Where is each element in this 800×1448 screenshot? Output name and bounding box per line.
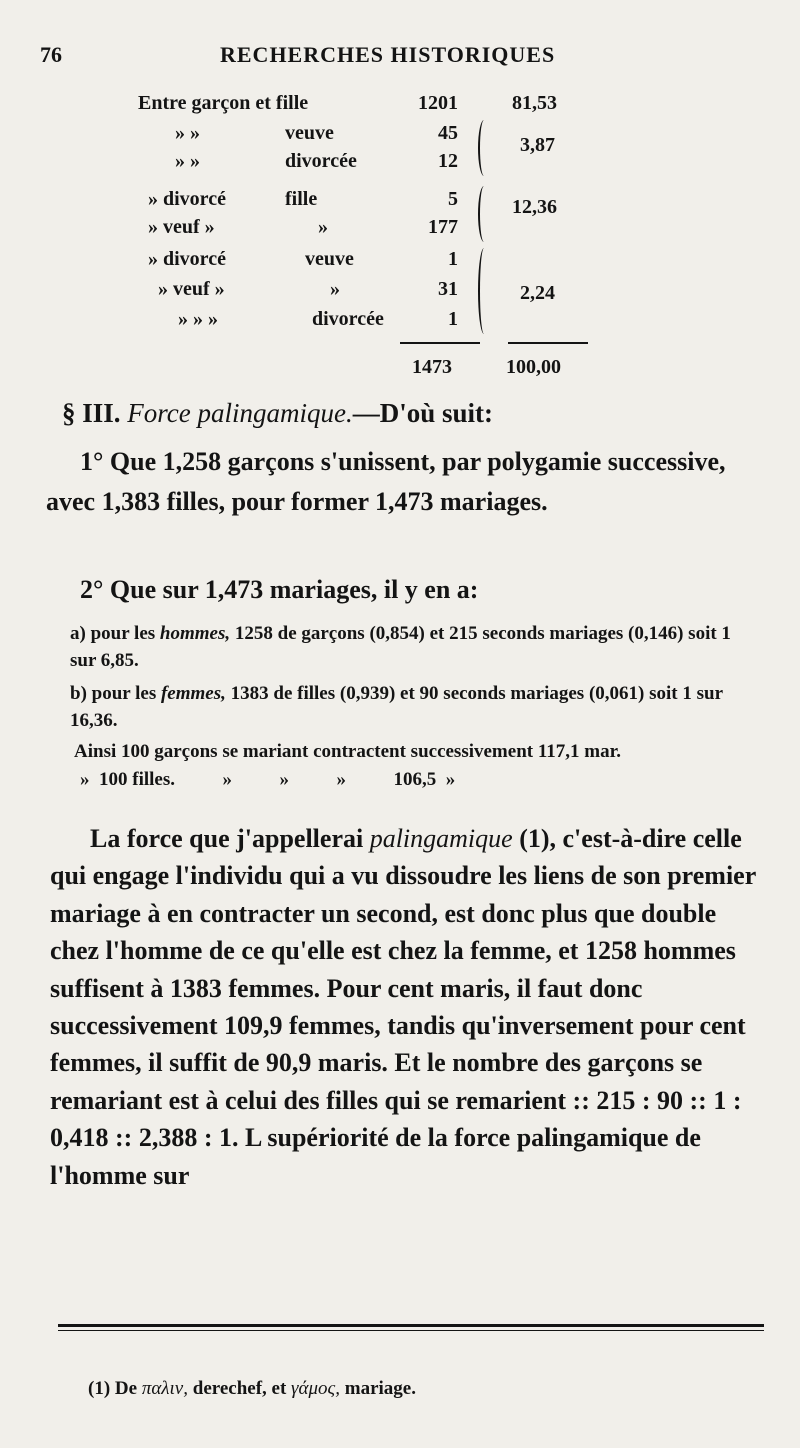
item-b	[70, 680, 760, 734]
table-count: 1	[448, 308, 458, 330]
table-row	[0, 122, 800, 150]
table-count: 5	[448, 188, 458, 210]
table-cell: » veuf »	[148, 216, 215, 238]
table-count: 1	[448, 248, 458, 270]
table-total-pct: 100,00	[506, 356, 561, 378]
paragraph: 1° Que 1,258 garçons s'unissent, par polygamie successive, avec 1,383 filles, pour former 1,473 mariages.	[46, 447, 726, 516]
brace-group-2	[478, 186, 490, 242]
footnote-text: mariage.	[340, 1378, 416, 1399]
main-text: La force que j'appellerai	[90, 824, 370, 853]
table-cell: »	[318, 216, 328, 238]
item-text: 1258 de garçons (0,854) et 215 seconds mariages (0,146) soit 1 sur 6,85.	[70, 623, 731, 671]
table-cell: » veuf »	[158, 278, 225, 300]
footnote-text: (1) De	[88, 1378, 142, 1399]
footnote	[88, 1378, 416, 1400]
summary-line: Ainsi 100 garçons se mariant contractent successivement 117,1 mar.	[74, 741, 622, 762]
table-cell: Entre garçon et fille	[138, 92, 309, 114]
footnote-rule	[58, 1324, 764, 1327]
item-emphasis: femmes,	[160, 683, 226, 704]
footnote-text: derechef, et	[188, 1378, 292, 1399]
section-title: Force palingamique.	[127, 398, 353, 428]
footnote-rule	[58, 1330, 764, 1331]
section-label: § III.	[62, 398, 121, 428]
table-row	[0, 150, 800, 178]
table-cell: » »	[175, 150, 200, 172]
table-cell: fille	[285, 188, 318, 210]
footnote-greek: γάμος,	[291, 1378, 341, 1399]
item-emphasis: hommes,	[159, 623, 231, 644]
total-rule	[508, 342, 588, 344]
main-paragraph	[50, 820, 762, 1194]
brace-group-3	[478, 248, 490, 334]
table-cell: veuve	[285, 122, 334, 144]
section-heading	[62, 398, 493, 429]
brace-group-1	[478, 120, 490, 176]
table-row	[0, 216, 800, 244]
table-cell: »	[330, 278, 340, 300]
paragraph: 2° Que sur 1,473 mariages, il y en a:	[80, 575, 479, 604]
table-row	[0, 278, 800, 306]
table-row	[0, 92, 800, 120]
group-pct-3: 2,24	[520, 282, 555, 304]
table-cell: » divorcé	[148, 248, 226, 270]
table-row	[0, 248, 800, 276]
item-text: 1383 de filles (0,939) et 90 seconds mariages (0,061) soit 1 sur 16,36.	[70, 683, 723, 731]
main-text: (1), c'est-à-dire celle qui engage l'individu qui a vu dissoudre les liens de son premier mariage à en contracter un second, est donc plus que double chez l'homme de ce qu'elle est chez la femme, et 1258 hommes suffisent à 1383 femmes. Pour cent maris, il faut donc successivement 109,9 femmes, tandis qu'inversement pour cent femmes, il suffit de 90,9 maris. Et le nombre des garçons se remariant est à celui des filles qui se remarient :: 215 : 90 :: 1 : 0,418 :: 2,388 : 1. L supériorité de la force palingamique de l'homme sur	[50, 824, 756, 1190]
summary-line: » 100 filles. » » » 106,5 »	[80, 769, 456, 790]
item-text: b) pour les	[70, 683, 161, 704]
footnote-greek: παλιν,	[141, 1378, 188, 1399]
table-count: 12	[438, 150, 458, 172]
running-title: RECHERCHES HISTORIQUES	[220, 42, 556, 67]
table-cell: » »	[175, 122, 200, 144]
table-cell: divorcée	[285, 150, 357, 172]
table-cell: » » »	[178, 308, 218, 330]
main-emphasis: palingamique	[369, 824, 513, 853]
group-pct-2: 12,36	[512, 196, 557, 218]
table-count: 1201	[418, 92, 458, 114]
total-rule	[400, 342, 480, 344]
table-total-count: 1473	[412, 356, 452, 378]
table-count: 177	[428, 216, 458, 238]
table-count: 45	[438, 122, 458, 144]
table-cell: veuve	[305, 248, 354, 270]
marriage-table	[0, 0, 800, 390]
table-row	[0, 188, 800, 216]
table-row	[0, 308, 800, 336]
table-cell: » divorcé	[148, 188, 226, 210]
table-pct: 81,53	[512, 92, 557, 114]
page-number: 76	[40, 42, 62, 67]
group-pct-1: 3,87	[520, 134, 555, 156]
item-a	[70, 620, 760, 674]
table-cell: divorcée	[312, 308, 384, 330]
section-after: —D'où suit:	[352, 398, 494, 428]
table-count: 31	[438, 278, 458, 300]
item-text: a) pour les	[70, 623, 160, 644]
